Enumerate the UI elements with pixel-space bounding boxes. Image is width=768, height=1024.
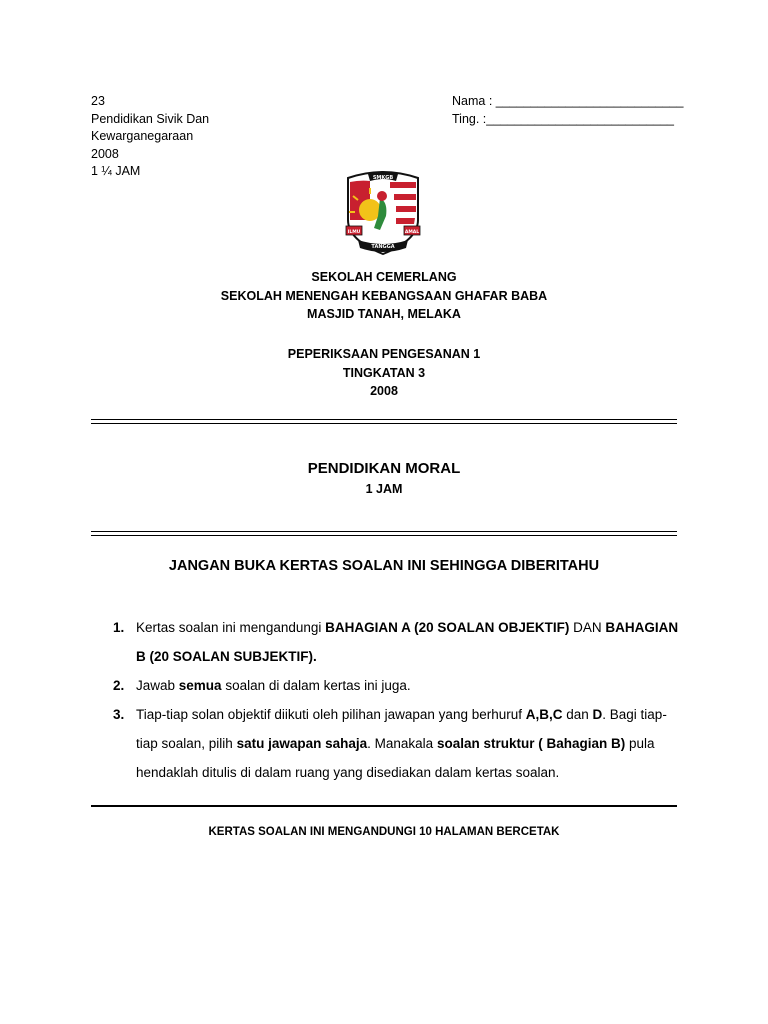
- instruction-text-part: DAN: [569, 620, 606, 635]
- paper-duration: 1 ¼ JAM: [91, 164, 141, 178]
- candidate-fields: [452, 93, 683, 128]
- school-crest-image: [340, 168, 426, 260]
- instruction-text-part: Jawab: [136, 678, 179, 693]
- instruction-bold-part: satu jawapan sahaja: [236, 736, 368, 751]
- instruction-bold-part: semua: [178, 678, 222, 693]
- school-name: SEKOLAH MENENGAH KEBANGSAAN GHAFAR BABA: [220, 288, 548, 303]
- page-count-note: KERTAS SOALAN INI MENGANDUNGI 10 HALAMAN BERCETAK: [208, 826, 560, 838]
- double-divider-top: [91, 419, 677, 424]
- instruction-text: [136, 700, 683, 787]
- instruction-text: [136, 613, 683, 671]
- instruction-text-part: pula hendaklah ditulis di dalam ruang yang disediakan dalam kertas soalan.: [136, 736, 655, 780]
- instruction-bold-part: soalan struktur ( Bahagian B): [436, 736, 626, 751]
- instruction-item: [113, 613, 683, 671]
- footer-divider: [91, 805, 677, 807]
- instruction-text-part: Tiap-tiap solan objektif diikuti oleh pilihan jawapan yang berhuruf: [136, 707, 526, 722]
- exam-form: TINGKATAN 3: [342, 365, 426, 380]
- school-status: SEKOLAH CEMERLANG: [311, 270, 457, 284]
- double-divider-bottom: [91, 531, 677, 536]
- paper-subject-line1: Pendidikan Sivik Dan: [91, 111, 210, 126]
- instructions-list: [113, 613, 683, 787]
- crest-left-label: ILMU: [347, 230, 361, 235]
- exam-block: [0, 345, 768, 401]
- paper-info: [91, 93, 209, 181]
- exam-year: 2008: [370, 384, 398, 398]
- instruction-number: 3.: [113, 707, 125, 722]
- instruction-bold-part: BAHAGIAN B (20 SOALAN SUBJEKTIF).: [136, 620, 679, 664]
- paper-subject-line2: Kewarganegaraan: [91, 129, 194, 143]
- instruction-text: [136, 671, 683, 700]
- instruction-bold-part: BAHAGIAN A (20 SOALAN OBJEKTIF): [325, 620, 570, 635]
- instruction-bold-part: A,B,C: [525, 707, 563, 722]
- instruction-text-part: dan: [562, 707, 593, 722]
- name-field: Nama : ___________________________: [452, 94, 684, 108]
- instruction-item: [113, 671, 683, 700]
- instruction-number: 1.: [113, 620, 125, 635]
- paper-subject-title: PENDIDIKAN MORAL: [307, 460, 461, 477]
- school-crest-logo: [340, 168, 426, 260]
- instruction-bold-part: D: [592, 707, 603, 722]
- school-location: MASJID TANAH, MELAKA: [307, 307, 461, 321]
- instruction-item: [113, 700, 683, 787]
- school-name-block: [0, 268, 768, 324]
- exam-warning: JANGAN BUKA KERTAS SOALAN INI SEHINGGA DIBERITAHU: [168, 558, 600, 574]
- instruction-text-part: soalan di dalam kertas ini juga.: [221, 678, 411, 693]
- instruction-text-part: . Manakala: [367, 736, 437, 751]
- crest-right-label: AMAL: [404, 230, 420, 235]
- instruction-text-part: . Bagi tiap-tiap soalan, pilih: [136, 707, 667, 751]
- crest-top-text: SMKGB: [372, 175, 394, 181]
- form-field: Ting. :___________________________: [452, 111, 674, 126]
- paper-time-allowed: 1 JAM: [365, 482, 403, 496]
- paper-code: 23: [91, 94, 105, 108]
- exam-name: PEPERIKSAAN PENGESANAN 1: [287, 347, 481, 361]
- crest-bottom-text: TANGGA: [371, 244, 395, 250]
- instruction-number: 2.: [113, 678, 125, 693]
- paper-year: 2008: [91, 146, 119, 161]
- instruction-text-part: Kertas soalan ini mengandungi: [136, 620, 326, 635]
